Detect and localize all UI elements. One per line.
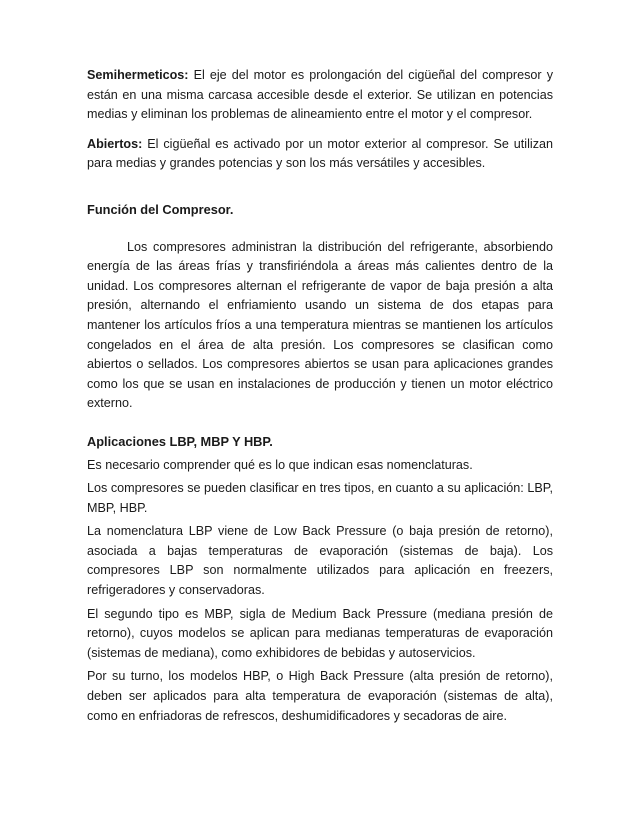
document-page	[87, 66, 553, 726]
funcion-heading: Función del Compresor.	[87, 201, 234, 217]
semihermeticos-term: Semihermeticos:	[87, 68, 189, 82]
semihermeticos-text: El eje del motor es prolongación del cigüeñal del compresor y están en una misma carcasa accesible desde el exterior. Se utilizan en potencias medias y eliminan los problemas de alineamiento entre el motor y el compresor.	[87, 68, 553, 122]
abiertos-term: Abiertos:	[87, 136, 143, 151]
aplicaciones-paragraph-3: La nomenclatura LBP viene de Low Back Pressure (o baja presión de retorno), asociada a bajas temperaturas de evaporación (sistemas de baja). Los compresores LBP son normalmente utilizados para aplicación en freezers, refrigeradores y conservadoras.	[87, 524, 553, 598]
funcion-body: Los compresores administran la distribución del refrigerante, absorbiendo energía de las áreas frías y transfiriéndola a áreas más calientes dentro de la unidad. Los compresores alternan el refrigerante de vapor de baja presión a alta presión, alternando el enfriamiento usando un sistema de dos etapas para mantener los artículos fríos a una temperatura mientras se mantienen los artículos congelados en el área de alta presión. Los compresores se clasifican como abiertos o sellados. Los compresores abiertos se usan para aplicaciones grandes como los que se usan en instalaciones de producción y tienen un motor eléctrico externo.	[87, 239, 553, 411]
abiertos-paragraph	[87, 135, 553, 174]
aplicaciones-paragraph-2: Los compresores se pueden clasificar en tres tipos, en cuanto a su aplicación: LBP, MBP, HBP.	[87, 481, 553, 515]
aplicaciones-paragraph-5: Por su turno, los modelos HBP, o High Back Pressure (alta presión de retorno), deben ser aplicados para alta temperatura de evaporación (sistemas de alta), como en enfriadoras de refrescos, deshumidificadores y secadoras de aire.	[87, 669, 553, 723]
abiertos-text: El cigüeñal es activado por un motor exterior al compresor. Se utilizan para medias y grandes potencias y son los más versátiles y accesibles.	[87, 136, 553, 171]
semihermeticos-paragraph	[87, 66, 553, 125]
aplicaciones-heading: Aplicaciones LBP, MBP Y HBP.	[87, 433, 273, 449]
aplicaciones-paragraph-1: Es necesario comprender qué es lo que indican esas nomenclaturas.	[87, 457, 473, 472]
aplicaciones-paragraph-4: El segundo tipo es MBP, sigla de Medium Back Pressure (mediana presión de retorno), cuyos modelos se aplican para medianas temperaturas de evaporación (sistemas de mediana), como exhibidores de bebidas y autoservicios.	[87, 606, 553, 660]
